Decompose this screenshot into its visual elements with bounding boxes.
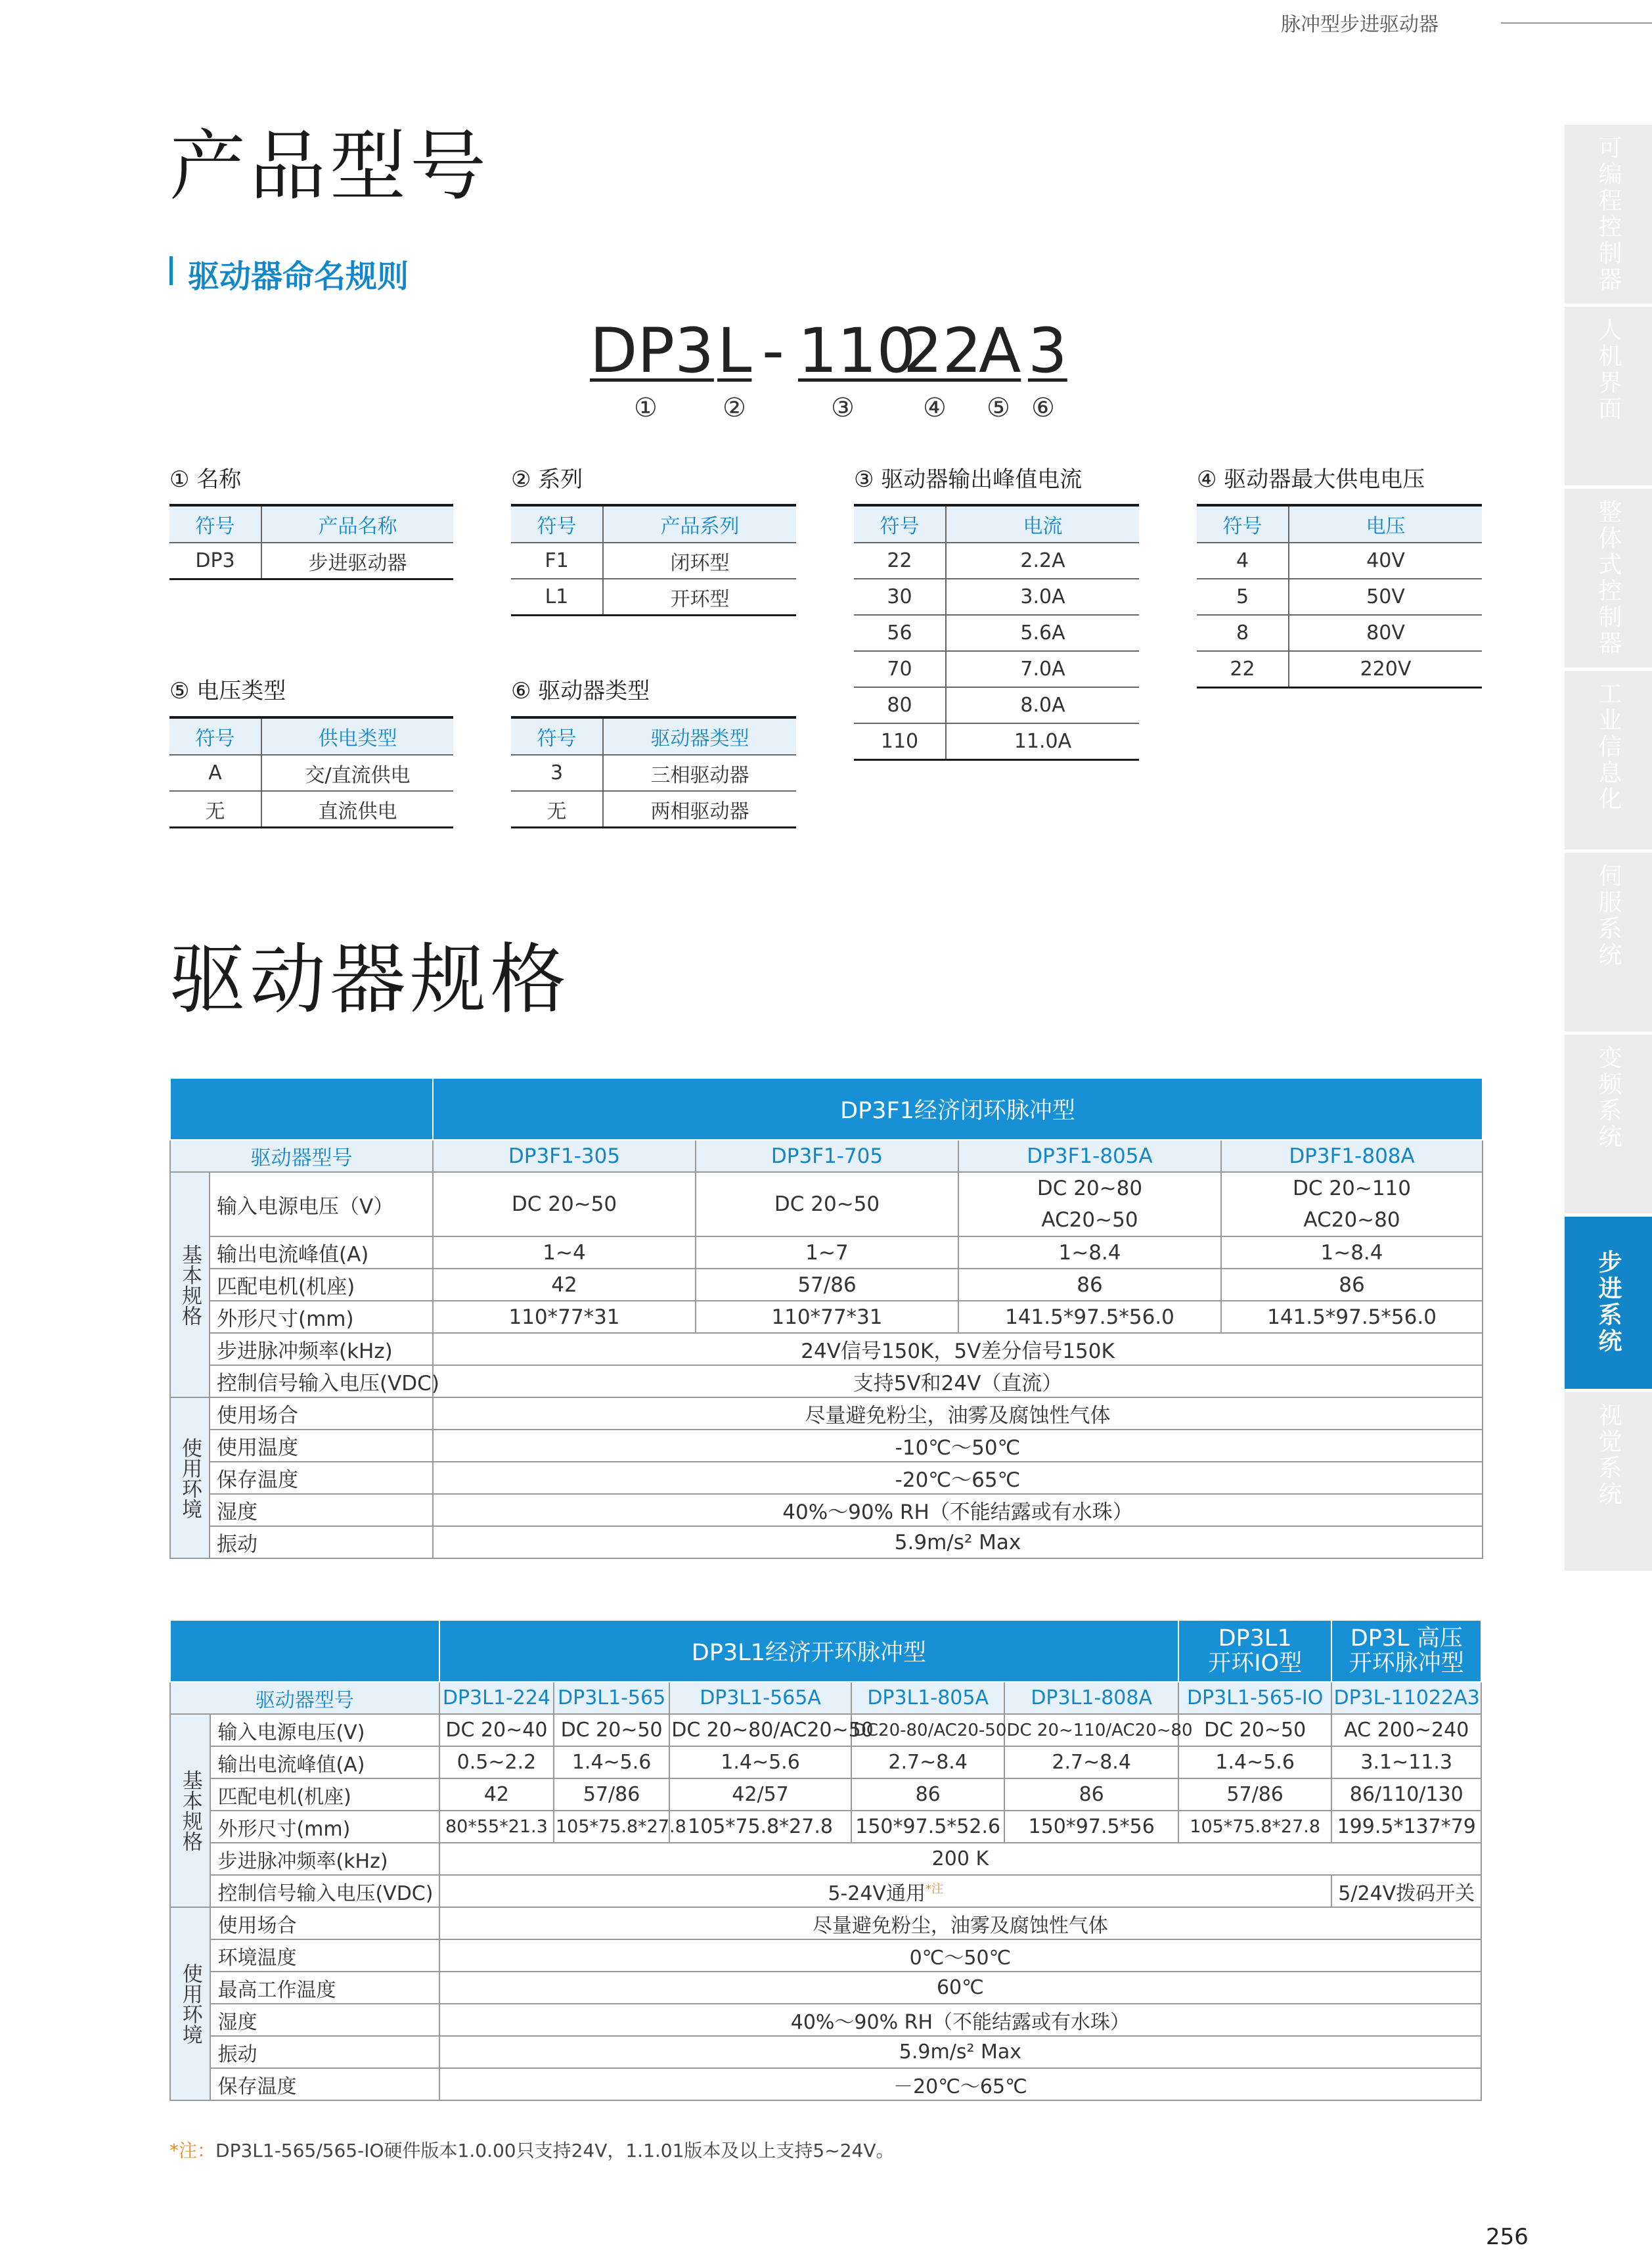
row-label: 湿度 bbox=[210, 1494, 433, 1526]
table-cell: 1.4~5.6 bbox=[554, 1746, 669, 1778]
table-cell: 交/直流供电 bbox=[261, 755, 453, 791]
table-cell: -10℃～50℃ bbox=[433, 1430, 1483, 1462]
table-row bbox=[1197, 543, 1482, 579]
table-header: 供电类型 bbox=[261, 717, 453, 755]
table-cell: 200 K bbox=[439, 1843, 1481, 1875]
title-line: DP3L1 bbox=[1218, 1625, 1292, 1652]
table-cell: 141.5*97.5*56.0 bbox=[958, 1301, 1221, 1333]
marker-6: ⑥ bbox=[1031, 393, 1055, 423]
table-row bbox=[170, 1939, 1481, 1972]
table-row bbox=[170, 1875, 1481, 1907]
table-cell: DC 20~80/AC20~50 bbox=[669, 1714, 851, 1746]
code-part-2: L bbox=[717, 315, 752, 387]
ctrl-value: 5-24V通用 bbox=[828, 1882, 926, 1905]
side-nav-label: 可编程控制器 bbox=[1595, 135, 1622, 293]
table-cell: 105*75.8*27.8 bbox=[669, 1811, 851, 1843]
naming-table-current bbox=[854, 504, 1139, 761]
marker-1: ① bbox=[634, 393, 658, 423]
table-row bbox=[170, 1333, 1483, 1365]
section-title-product-model: 产品型号 bbox=[169, 122, 490, 211]
table-header: 符号 bbox=[1197, 505, 1289, 543]
row-label: 步进脉冲频率(kHz) bbox=[210, 1843, 439, 1875]
table-cell: 42 bbox=[439, 1778, 554, 1811]
table-row bbox=[169, 543, 453, 579]
table-cell: DP3 bbox=[169, 543, 261, 579]
code-part-4: 22 bbox=[903, 315, 982, 387]
table-cell: 110 bbox=[854, 723, 946, 760]
table-cell: 70 bbox=[854, 651, 946, 687]
group-env bbox=[170, 1907, 210, 2100]
table-row bbox=[170, 2068, 1481, 2100]
table-cell: 5.9m/s² Max bbox=[433, 1526, 1483, 1558]
side-nav-label: 步进系统 bbox=[1595, 1250, 1622, 1355]
table-cell: 4 bbox=[1197, 543, 1289, 579]
table-header: 产品系列 bbox=[603, 505, 796, 543]
side-nav-industrial-it[interactable] bbox=[1565, 671, 1652, 849]
table-cell: 22 bbox=[854, 543, 946, 579]
model-name: DP3F1-305 bbox=[433, 1140, 696, 1172]
table-cell: 30 bbox=[854, 579, 946, 615]
table-header: 符号 bbox=[169, 717, 261, 755]
table-cell: 2.7~8.4 bbox=[1004, 1746, 1178, 1778]
naming-title-4: ④ 驱动器最大供电电压 bbox=[1197, 466, 1425, 493]
marker-3: ③ bbox=[831, 393, 855, 423]
table-cell: 110*77*31 bbox=[696, 1301, 958, 1333]
table-cell: 开环型 bbox=[603, 579, 796, 616]
side-nav-hmi[interactable] bbox=[1565, 307, 1652, 485]
group-label: 使用环境 bbox=[178, 1963, 202, 2044]
marker-2: ② bbox=[723, 393, 746, 423]
header-title: 脉冲型步进驱动器 bbox=[1281, 13, 1439, 36]
table-cell: 86 bbox=[1221, 1269, 1483, 1301]
naming-title-1: ① 名称 bbox=[169, 466, 242, 493]
table-cell: 86 bbox=[851, 1778, 1005, 1811]
table-cell: 1~8.4 bbox=[1221, 1236, 1483, 1269]
table-cell: 40%～90% RH（不能结露或有水珠） bbox=[433, 1494, 1483, 1526]
table-cell: DC 20~50 bbox=[696, 1172, 958, 1236]
group-basic bbox=[170, 1172, 210, 1397]
table-row bbox=[170, 1907, 1481, 1939]
row-label: 使用温度 bbox=[210, 1430, 433, 1462]
spec-table-dp3l1 bbox=[169, 1619, 1482, 2101]
table-cell: 24V信号150K，5V差分信号150K bbox=[433, 1333, 1483, 1365]
table-cell: 86 bbox=[1004, 1778, 1178, 1811]
table-row bbox=[1197, 615, 1482, 651]
table-row bbox=[1197, 579, 1482, 615]
code-part-3: 110 bbox=[798, 315, 916, 387]
title-line: 开环IO型 bbox=[1208, 1650, 1303, 1677]
side-nav-label: 人机界面 bbox=[1595, 317, 1622, 422]
row-label: 振动 bbox=[210, 2036, 439, 2068]
table-header: 电流 bbox=[946, 505, 1139, 543]
code-part-6: 3 bbox=[1028, 315, 1067, 387]
group-basic bbox=[170, 1714, 210, 1907]
table-cell: 1~7 bbox=[696, 1236, 958, 1269]
table-row bbox=[170, 2004, 1481, 2036]
row-label: 最高工作温度 bbox=[210, 1972, 439, 2004]
table-row bbox=[170, 1843, 1481, 1875]
table-cell: DC 20~50 bbox=[554, 1714, 669, 1746]
table-row bbox=[170, 1811, 1481, 1843]
group-label: 基本规格 bbox=[178, 1770, 202, 1851]
table-cell: 86 bbox=[958, 1269, 1221, 1301]
model-label: 驱动器型号 bbox=[170, 1682, 439, 1714]
naming-title-3: ③ 驱动器输出峰值电流 bbox=[854, 466, 1083, 493]
table-header: 符号 bbox=[854, 505, 946, 543]
table-cell: DC 20~40 bbox=[439, 1714, 554, 1746]
model-name: DP3F1-705 bbox=[696, 1140, 958, 1172]
table-cell: 150*97.5*52.6 bbox=[851, 1811, 1005, 1843]
side-nav-label: 工业信息化 bbox=[1595, 681, 1622, 813]
side-nav-label: 视觉系统 bbox=[1595, 1403, 1622, 1508]
table-cell: 3 bbox=[511, 755, 603, 791]
table-row bbox=[170, 1526, 1483, 1558]
row-label: 外形尺寸(mm) bbox=[210, 1301, 433, 1333]
table-row bbox=[170, 2036, 1481, 2068]
subtitle-naming-rule: 驱动器命名规则 bbox=[188, 258, 409, 295]
table-cell: 2.7~8.4 bbox=[851, 1746, 1005, 1778]
table-cell: 3.1~11.3 bbox=[1331, 1746, 1481, 1778]
table-row bbox=[170, 1972, 1481, 2004]
table-cell: DC20-80/AC20-50 bbox=[851, 1714, 1005, 1746]
side-nav-servo[interactable] bbox=[1565, 853, 1652, 1031]
table-cell: 60℃ bbox=[439, 1972, 1481, 2004]
table-cell: －20℃～65℃ bbox=[439, 2068, 1481, 2100]
table-cell: -20℃～65℃ bbox=[433, 1462, 1483, 1494]
table-cell: 1~8.4 bbox=[958, 1236, 1221, 1269]
table-cell: 11.0A bbox=[946, 723, 1139, 760]
table-row bbox=[854, 579, 1139, 615]
table-cell: 105*75.8*27.8 bbox=[1178, 1811, 1332, 1843]
table-row bbox=[511, 543, 796, 579]
table-cell: 支持5V和24V（直流） bbox=[433, 1365, 1483, 1397]
side-nav-plc[interactable] bbox=[1565, 125, 1652, 304]
table-cell: DC 20~50 bbox=[433, 1172, 696, 1236]
row-label: 使用场合 bbox=[210, 1397, 433, 1430]
table-cell: 40%～90% RH（不能结露或有水珠） bbox=[439, 2004, 1481, 2036]
title-line: 开环脉冲型 bbox=[1349, 1650, 1464, 1677]
table-cell: 86/110/130 bbox=[1331, 1778, 1481, 1811]
side-nav-inverter[interactable] bbox=[1565, 1035, 1652, 1213]
table-cell: 1~4 bbox=[433, 1236, 696, 1269]
table-cell: 直流供电 bbox=[261, 791, 453, 828]
table-cell bbox=[1221, 1172, 1483, 1236]
model-name: DP3L1-565A bbox=[669, 1682, 851, 1714]
spec-title-hv bbox=[1331, 1620, 1481, 1682]
page-number: 256 bbox=[1486, 2224, 1529, 2250]
row-label: 控制信号输入电压(VDC) bbox=[210, 1365, 433, 1397]
row-label: 匹配电机(机座) bbox=[210, 1269, 433, 1301]
note-mark: *注 bbox=[925, 1882, 943, 1896]
code-part-5: A bbox=[979, 315, 1021, 387]
table-row bbox=[169, 791, 453, 828]
table-row bbox=[854, 543, 1139, 579]
side-nav-label: 整体式控制器 bbox=[1595, 499, 1622, 657]
table-row bbox=[170, 1365, 1483, 1397]
spec-corner bbox=[170, 1078, 433, 1140]
code-part-1: DP3 bbox=[590, 315, 714, 387]
table-row bbox=[1197, 651, 1482, 688]
table-cell: 5.9m/s² Max bbox=[439, 2036, 1481, 2068]
header-divider bbox=[1501, 22, 1652, 24]
table-cell: 无 bbox=[169, 791, 261, 828]
table-cell: 57/86 bbox=[1178, 1778, 1332, 1811]
row-label: 使用场合 bbox=[210, 1907, 439, 1939]
table-row bbox=[854, 723, 1139, 760]
naming-table-voltage-type bbox=[169, 716, 453, 828]
table-cell bbox=[439, 1875, 1332, 1907]
cell-line: DC 20~80 bbox=[1037, 1177, 1143, 1200]
table-cell: 220V bbox=[1289, 651, 1482, 688]
table-row bbox=[169, 755, 453, 791]
table-cell: 5 bbox=[1197, 579, 1289, 615]
table-cell: 5/24V拨码开关 bbox=[1331, 1875, 1481, 1907]
table-cell: A bbox=[169, 755, 261, 791]
table-header: 电压 bbox=[1289, 505, 1482, 543]
table-cell: 8 bbox=[1197, 615, 1289, 651]
table-row bbox=[170, 1494, 1483, 1526]
table-header: 符号 bbox=[511, 505, 603, 543]
row-label: 保存温度 bbox=[210, 2068, 439, 2100]
table-row bbox=[170, 1301, 1483, 1333]
table-cell: 80V bbox=[1289, 615, 1482, 651]
row-label: 输出电流峰值(A) bbox=[210, 1236, 433, 1269]
model-name: DP3L1-224 bbox=[439, 1682, 554, 1714]
model-label: 驱动器型号 bbox=[170, 1140, 433, 1172]
table-cell: 2.2A bbox=[946, 543, 1139, 579]
footnote-text: DP3L1-565/565-IO硬件版本1.0.00只支持24V，1.1.01版本及以上支持5~24V。 bbox=[215, 2140, 895, 2161]
group-label: 基本规格 bbox=[178, 1244, 202, 1326]
cell-line: DC 20~110 bbox=[1293, 1177, 1411, 1200]
table-cell: 56 bbox=[854, 615, 946, 651]
marker-4: ④ bbox=[923, 393, 947, 423]
marker-5: ⑤ bbox=[987, 393, 1010, 423]
code-dash: - bbox=[762, 315, 784, 387]
table-cell: 141.5*97.5*56.0 bbox=[1221, 1301, 1483, 1333]
spec-corner bbox=[170, 1620, 439, 1682]
side-nav-label: 伺服系统 bbox=[1595, 863, 1622, 968]
model-name: DP3F1-805A bbox=[958, 1140, 1221, 1172]
row-label: 控制信号输入电压(VDC) bbox=[210, 1875, 439, 1907]
naming-table-series bbox=[511, 504, 796, 616]
row-label: 振动 bbox=[210, 1526, 433, 1558]
model-name: DP3L1-565 bbox=[554, 1682, 669, 1714]
model-name: DP3L1-805A bbox=[851, 1682, 1005, 1714]
table-cell: 步进驱动器 bbox=[261, 543, 453, 579]
row-label: 步进脉冲频率(kHz) bbox=[210, 1333, 433, 1365]
model-name: DP3L1-565-IO bbox=[1178, 1682, 1332, 1714]
table-row bbox=[511, 791, 796, 828]
side-nav-label: 变频系统 bbox=[1595, 1045, 1622, 1150]
table-row bbox=[170, 1778, 1481, 1811]
spec-title: DP3L1经济开环脉冲型 bbox=[439, 1620, 1178, 1682]
table-cell: 42 bbox=[433, 1269, 696, 1301]
table-cell: 150*97.5*56 bbox=[1004, 1811, 1178, 1843]
naming-title-6: ⑥ 驱动器类型 bbox=[511, 678, 650, 704]
table-row bbox=[511, 579, 796, 616]
table-cell bbox=[958, 1172, 1221, 1236]
table-cell: 5.6A bbox=[946, 615, 1139, 651]
side-nav-stepper[interactable] bbox=[1565, 1217, 1652, 1389]
section-title-specs: 驱动器规格 bbox=[169, 936, 570, 1024]
side-nav-vision[interactable] bbox=[1565, 1392, 1652, 1571]
table-cell: AC 200~240 bbox=[1331, 1714, 1481, 1746]
row-label: 保存温度 bbox=[210, 1462, 433, 1494]
table-cell: 0℃～50℃ bbox=[439, 1939, 1481, 1972]
table-row bbox=[170, 1746, 1481, 1778]
cell-line: AC20~80 bbox=[1303, 1208, 1400, 1232]
table-cell: F1 bbox=[511, 543, 603, 579]
table-cell: 三相驱动器 bbox=[603, 755, 796, 791]
model-name: DP3F1-808A bbox=[1221, 1140, 1483, 1172]
row-label: 湿度 bbox=[210, 2004, 439, 2036]
table-cell: 22 bbox=[1197, 651, 1289, 688]
table-row bbox=[170, 1462, 1483, 1494]
spec-title-io bbox=[1178, 1620, 1332, 1682]
table-row bbox=[511, 755, 796, 791]
spec-table-dp3f1 bbox=[169, 1077, 1483, 1559]
subtitle-bar bbox=[169, 256, 173, 285]
cell-line: AC20~50 bbox=[1041, 1208, 1138, 1232]
table-header: 符号 bbox=[169, 505, 261, 543]
naming-table-driver-type bbox=[511, 716, 796, 828]
footnote-mark: *注： bbox=[169, 2140, 216, 2161]
naming-title-2: ② 系列 bbox=[511, 466, 583, 493]
table-cell: 8.0A bbox=[946, 687, 1139, 723]
side-nav-integrated-controller[interactable] bbox=[1565, 489, 1652, 667]
table-header: 符号 bbox=[511, 717, 603, 755]
table-cell: 尽量避免粉尘，油雾及腐蚀性气体 bbox=[433, 1397, 1483, 1430]
table-row bbox=[170, 1172, 1483, 1236]
table-cell: 两相驱动器 bbox=[603, 791, 796, 828]
table-cell: 0.5~2.2 bbox=[439, 1746, 554, 1778]
table-row bbox=[854, 687, 1139, 723]
row-label: 输入电源电压（V） bbox=[210, 1172, 433, 1236]
table-row bbox=[170, 1236, 1483, 1269]
table-cell: 105*75.8*27.8 bbox=[554, 1811, 669, 1843]
table-header: 产品名称 bbox=[261, 505, 453, 543]
table-cell: 1.4~5.6 bbox=[669, 1746, 851, 1778]
model-name: DP3L1-808A bbox=[1004, 1682, 1178, 1714]
table-row bbox=[170, 1269, 1483, 1301]
table-cell: 57/86 bbox=[696, 1269, 958, 1301]
group-env bbox=[170, 1397, 210, 1558]
table-cell: DC 20~50 bbox=[1178, 1714, 1332, 1746]
table-row bbox=[170, 1714, 1481, 1746]
table-header: 驱动器类型 bbox=[603, 717, 796, 755]
table-cell: L1 bbox=[511, 579, 603, 616]
row-label: 匹配电机(机座) bbox=[210, 1778, 439, 1811]
naming-table-voltage bbox=[1197, 504, 1482, 689]
row-label: 输入电源电压(V) bbox=[210, 1714, 439, 1746]
table-cell: 3.0A bbox=[946, 579, 1139, 615]
table-cell: 40V bbox=[1289, 543, 1482, 579]
table-cell: 42/57 bbox=[669, 1778, 851, 1811]
naming-title-5: ⑤ 电压类型 bbox=[169, 678, 286, 704]
table-row bbox=[170, 1397, 1483, 1430]
table-cell: 199.5*137*79 bbox=[1331, 1811, 1481, 1843]
table-row bbox=[854, 651, 1139, 687]
spec-title: DP3F1经济闭环脉冲型 bbox=[433, 1078, 1483, 1140]
title-line: DP3L 高压 bbox=[1350, 1625, 1463, 1652]
naming-table-name bbox=[169, 504, 453, 580]
row-label: 外形尺寸(mm) bbox=[210, 1811, 439, 1843]
table-cell: 80*55*21.3 bbox=[439, 1811, 554, 1843]
table-cell: 1.4~5.6 bbox=[1178, 1746, 1332, 1778]
table-cell: 闭环型 bbox=[603, 543, 796, 579]
table-cell: 尽量避免粉尘，油雾及腐蚀性气体 bbox=[439, 1907, 1481, 1939]
group-label: 使用环境 bbox=[178, 1437, 202, 1519]
row-label: 环境温度 bbox=[210, 1939, 439, 1972]
table-row bbox=[170, 1430, 1483, 1462]
footnote bbox=[169, 2136, 894, 2163]
model-name: DP3L-11022A3 bbox=[1331, 1682, 1481, 1714]
table-cell: 110*77*31 bbox=[433, 1301, 696, 1333]
table-cell: 50V bbox=[1289, 579, 1482, 615]
row-label: 输出电流峰值(A) bbox=[210, 1746, 439, 1778]
table-cell: 7.0A bbox=[946, 651, 1139, 687]
table-cell: 57/86 bbox=[554, 1778, 669, 1811]
table-cell: DC 20~110/AC20~80 bbox=[1004, 1714, 1178, 1746]
table-cell: 80 bbox=[854, 687, 946, 723]
table-row bbox=[854, 615, 1139, 651]
table-cell: 无 bbox=[511, 791, 603, 828]
